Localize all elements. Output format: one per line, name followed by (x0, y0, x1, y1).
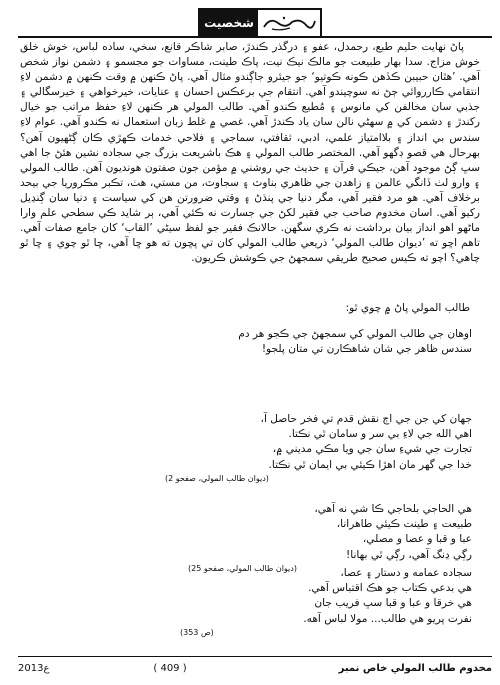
poem-block-3 (128, 502, 472, 575)
poem-line: اهي الله جي لاءِ بي سر و سامان ٿي نڪتا. (288, 428, 472, 441)
poem-line: هي خرقا و عبا و قبا سڀ فريب جان (314, 597, 472, 610)
page-header (18, 6, 492, 38)
poem-line: جهان کي جن جي اڄ نقش قدم تي فخر حاصل آ، (260, 413, 472, 425)
section-badge (198, 8, 322, 38)
poem-source: (ديوان طالب المولي، صفحو 2) (165, 473, 269, 483)
poem-source: (ص 353) (180, 627, 214, 637)
page-number: ( 409 ) (153, 662, 187, 674)
poem-line: تجارت جي شيءِ سان جي ويا مڪي مديني ۾، (272, 443, 472, 456)
poem-line: خدا جي گهر مان اهڙا ڪيئي بي ايمان ٿي نڪتا. (268, 458, 472, 471)
poem-line: هي الحاجي بلحاجي ڪا شي نه آهي، (314, 503, 472, 515)
poem-line: هي بدعي ڪتاب جو هڪ اقتباس آهي. (308, 582, 472, 595)
poem-line: اوهان جي طالب المولي کي سمجهڻ جي ڪجو هر دم (238, 328, 472, 340)
article-body (20, 40, 480, 268)
section-label: شخصيت (200, 10, 258, 36)
poem-block-4 (120, 566, 472, 639)
issue-title: مخدوم طالب المولي خاص نمبر (338, 662, 492, 674)
poem-line: سجاده عمامه و دستار ۽ عصا، (340, 567, 472, 579)
magazine-logo (258, 10, 320, 36)
logo-calligraphy-icon (260, 13, 318, 33)
poem-line: عبا و قبا و عصا و مصلي، (362, 533, 472, 546)
poem-source: (ديوان طالب المولي، صفحو 25) (188, 563, 297, 573)
poem-line: نفرت پريو هي طالب... مولا لباس آهه. (303, 612, 472, 625)
poem-line: سندس ظاهر جي شان شاهڪارن تي متان پلجو! (261, 343, 472, 356)
poem-intro-line: طالب المولي پاڻ ۾ چوي ٿو: (345, 302, 470, 314)
footer-year: 2013ع (18, 662, 50, 674)
page-footer (18, 656, 492, 679)
body-paragraph: پاڻ نهايت حليم طبع، رحمدل، عفو ۽ درگذر ڪندڙ، صابر شاڪر قانع، سخي، ساده لباس، خوش خلق خوش مزاج. سدا بهار طبيعت جو مالڪ نيڪ نيت، پاڪ طينت، مساوات جو مجسمو ۽ دشمن نواز شخص آهي. ’هٿان حبيبن ڪڏهن ڪونه ڪوتيو‘ جو جيئرو جاڳندو مثال آهي. پاڻ ڪنهن ۾ وقت ڪنهن ۾ دشمن لاءِ انتقامي ڪارروائي ڄڻ نه سوچيندو آهي. انتقام جي برعڪس احسان ۽ عنايات، خيرخواهي ۽ خيرسگالي ۽ جذبي سان مخالفن کي مانوس ۽ مُطيع ڪندو آهي. طالب المولي هر ڪنهن لاءِ حفظ مراتب جو خيال رکندڙ ۽ دشمن کي ۾ سهڻي نالن سان ياد ڪندڙ آهي. غصي ۾ غلط زبان استعمال نه ڪندو آهي. عوام لاءِ سندس بي انداز ۽ بلاامتياز علمي، ادبي، ثقافتي، سماجي ۽ فلاحي خدمات ڪهڙي ڪان ڳڻهيون آهن؟ بهرحال هي قصو ڊگهو آهي. المختصر طالب المولي ۽ هڪ باشريعت بزرگ جي سجاده نشين هئڻ جا اهي سڀ ڳڻ موجود آهن، جيڪي قرآن ۽ حديث جي روشني ۾ مؤمن جون صفتون هونديون آهن. طالب المولي ۽ وارو لٺ ڏانگي عالمن ۽ زاهدن جي ظاهري بناوٽ ۽ سجاوٽ، من مستي، هٺ، تڪبر مڪروريا جي بيحد برخلاف آهي. هو مرد فقير آهي، مگر دنيا جي پنڌڻ ۽ وقتي ضرورتن هن کي سياست ۽ دنيا سان ڳنڍيل رکيو آهي. اسان مخدوم صاحب جي فقير لکڻ جي جسارت نه ڪئي آهي، ٻر شايد ڪي سطحي علم وارا ماڻهو اهو انداز بيان برداشت نه ڪري سگهن. حالانڪ فقير جو لفظ سيڻي ’القاب‘ کان جامع صفات آهي. تاهم اڇو ته ’ديوان طالب المولي‘ ذريعي طالب المولي کان تي پڇون ته هو ڇا آهي، ڇا ٿو چوي ۽ ڇا ٿو چاهي؟ اچو ته ڪيس صحيح طريقي سمجهڻ جي ڪوشش ڪريون. (20, 41, 480, 265)
poem-line: طبيعت ۽ طينت ڪيئي طاهرانا، (336, 518, 472, 531)
poem-line: رڳي ڍنگ آهي، رڳي ٿي بهانا! (345, 548, 472, 561)
poem-block-1 (120, 327, 472, 357)
poem-block-2 (105, 412, 472, 485)
